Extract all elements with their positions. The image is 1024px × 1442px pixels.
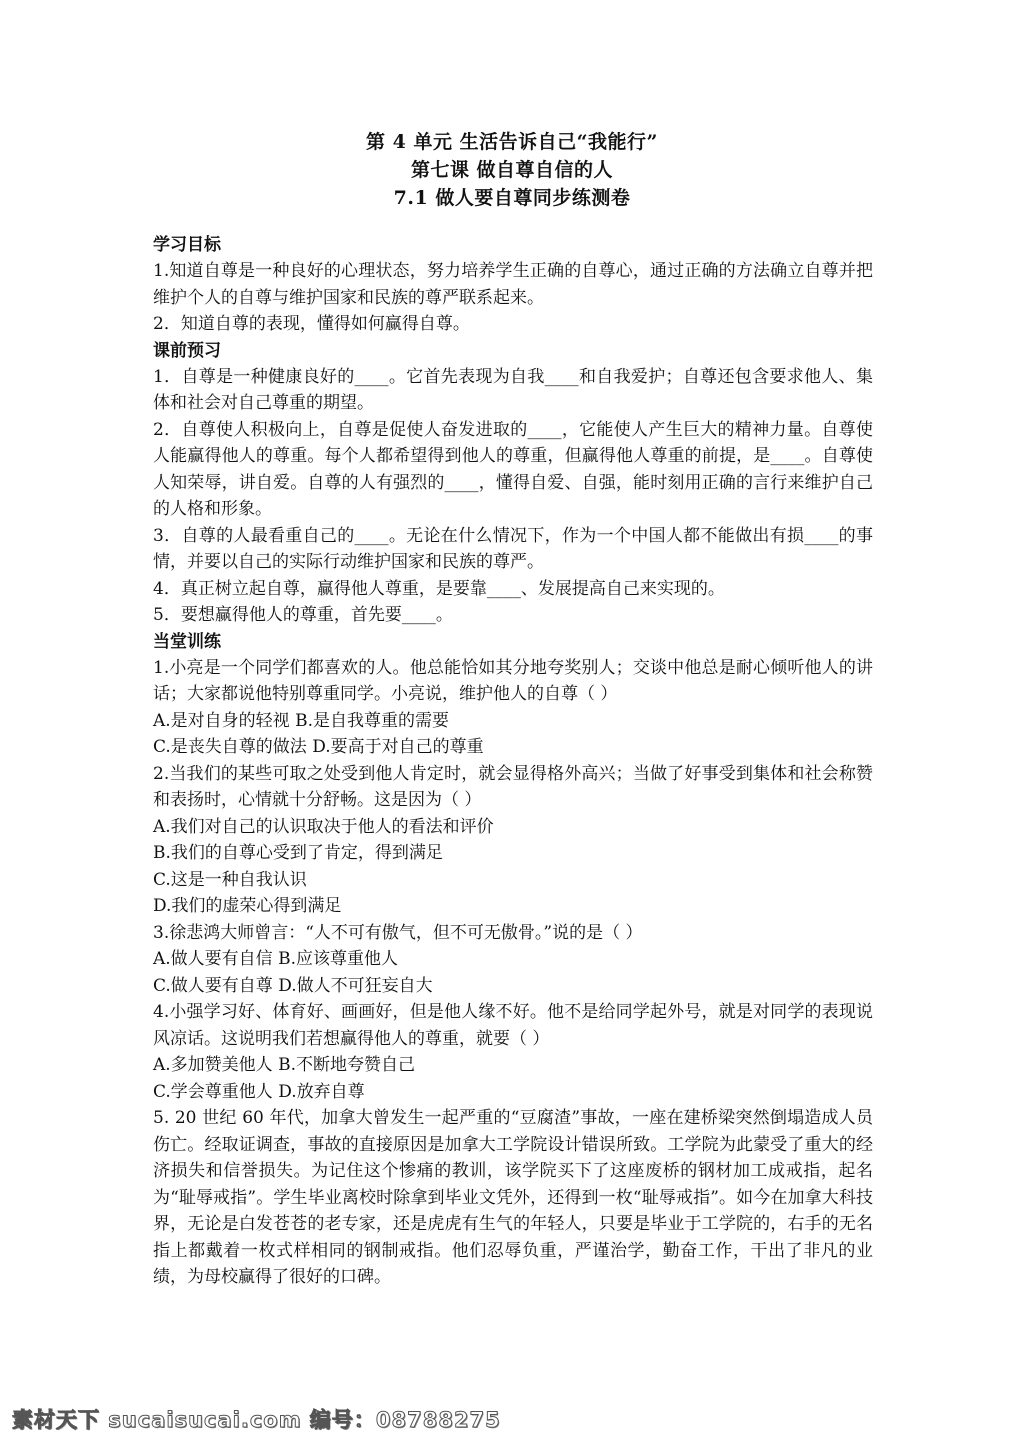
question-stem: 3.徐悲鸿大师曾言：“人不可有傲气，但不可无傲骨。”说的是（ ） <box>153 922 643 943</box>
question-stem: 4.小强学习好、体育好、画画好，但是他人缘不好。他不是给同学起外号，就是对同学的表现说风凉话。这说明我们若想赢得他人的尊重，就要（ ） <box>153 1002 873 1049</box>
training-heading: 当堂训练 <box>153 631 221 652</box>
answer-options: A.是对自身的轻视 B.是自我尊重的需要 <box>153 710 449 731</box>
watermark-text: 素材天下 sucaisucai.com 编号：08788275 <box>12 1408 501 1432</box>
preview-question: 1．自尊是一种健康良好的____。它首先表现为自我____和自我爱护；自尊还包含要求他人、集体和社会对自己尊重的期望。 <box>153 366 873 413</box>
preview-section <box>153 338 873 629</box>
answer-options: C.做人要有自尊 D.做人不可狂妄自大 <box>153 975 433 996</box>
answer-options: C.学会尊重他人 D.放弃自尊 <box>153 1081 365 1102</box>
answer-options: A.多加赞美他人 B.不断地夸赞自己 <box>153 1055 415 1075</box>
goals-section <box>153 232 873 338</box>
answer-option: A.我们对自己的认识取决于他人的看法和评价 <box>153 816 494 837</box>
preview-question: 3．自尊的人最看重自己的____。无论在什么情况下，作为一个中国人都不能做出有损____的事情，并要以自己的实际行动维护国家和民族的尊严。 <box>153 525 873 572</box>
goal-item: 2．知道自尊的表现，懂得如何赢得自尊。 <box>153 314 470 334</box>
preview-question: 4．真正树立起自尊，赢得他人尊重，是要靠____、发展提高自己来实现的。 <box>153 578 725 599</box>
answer-option: B.我们的自尊心受到了肯定，得到满足 <box>153 843 443 863</box>
preview-question: 5．要想赢得他人的尊重，首先要____。 <box>153 605 453 625</box>
answer-options: A.做人要有自信 B.应该尊重他人 <box>153 949 398 969</box>
answer-option: D.我们的虚荣心得到满足 <box>153 896 342 916</box>
title-block <box>0 128 1024 212</box>
document-body <box>153 232 873 1291</box>
lesson-title: 第七课 做自尊自信的人 <box>410 159 614 181</box>
answer-option: C.这是一种自我认识 <box>153 869 307 890</box>
unit-title: 第 4 单元 生活告诉自己“我能行” <box>366 131 658 153</box>
goal-item: 1.知道自尊是一种良好的心理状态，努力培养学生正确的自尊心，通过正确的方法确立自尊并把维护个人的自尊与维护国家和民族的尊严联系起来。 <box>153 261 873 308</box>
preview-question: 2．自尊使人积极向上，自尊是促使人奋发进取的____，它能使人产生巨大的精神力量。自尊使人能赢得他人的尊重。每个人都希望得到他人的尊重，但赢得他人尊重的前提，是____。自尊使人知荣辱，讲自爱。自尊的人有强烈的____，懂得自爱、自强，能时刻用正确的言行来维护自己的人格和形象。 <box>153 419 873 519</box>
goals-heading: 学习目标 <box>153 235 221 255</box>
reading-passage: 5. 20 世纪 60 年代，加拿大曾发生一起严重的“豆腐渣”事故，一座在建桥梁突然倒塌造成人员伤亡。经取证调查，事故的直接原因是加拿大工学院设计错误所致。工学院为此蒙受了重大的经济损失和信誉损失。为记住这个惨痛的教训，该学院买下了这座废桥的钢材加工成戒指，起名为“耻辱戒指”。学生毕业离校时除拿到毕业文凭外，还得到一枚“耻辱戒指”。如今在加拿大科技界，无论是白发苍苍的老专家，还是虎虎有生气的年轻人，只要是毕业于工学院的，右手的无名指上都戴着一枚式样相同的钢制戒指。他们忍辱负重，严谨治学，勤奋工作，干出了非凡的业绩，为母校赢得了很好的口碑。 <box>153 1108 873 1287</box>
exercise-title: 7.1 做人要自尊同步练测卷 <box>393 187 631 209</box>
training-section <box>153 629 873 1291</box>
preview-heading: 课前预习 <box>153 340 221 361</box>
answer-options: C.是丧失自尊的做法 D.要高于对自己的尊重 <box>153 737 484 757</box>
question-stem: 2.当我们的某些可取之处受到他人肯定时，就会显得格外高兴；当做了好事受到集体和社会称赞和表扬时，心情就十分舒畅。这是因为（ ） <box>153 763 873 810</box>
question-stem: 1.小亮是一个同学们都喜欢的人。他总能恰如其分地夸奖别人；交谈中他总是耐心倾听他人的讲话；大家都说他特别尊重同学。小亮说，维护他人的自尊（ ） <box>153 657 873 704</box>
